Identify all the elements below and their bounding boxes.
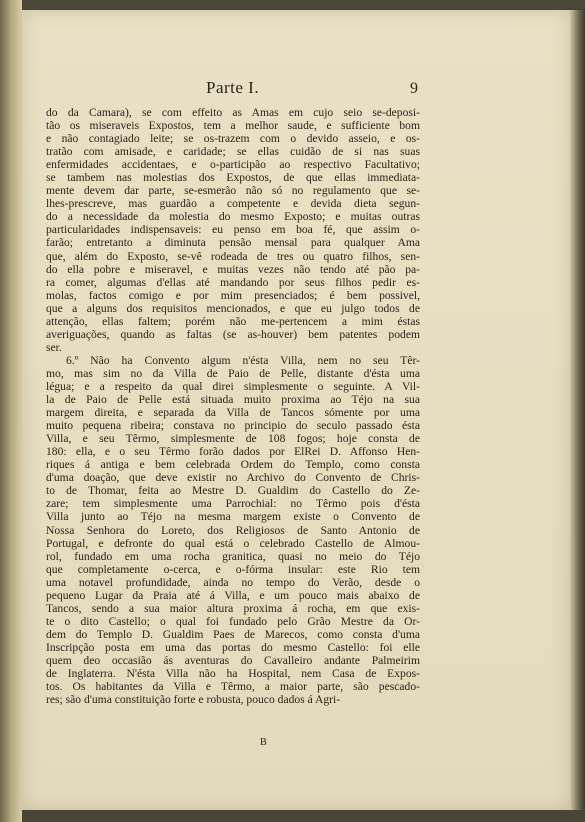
text-line: to de Thomar, feita ao Mestre D. Gualdim do Castello do Ze- (46, 484, 420, 498)
text-line: tos. Os habitantes da Villa e Têrmo, a maior parte, são pescado- (46, 680, 420, 694)
text-line: Villa junto ao Téjo na mesma margem existe o Convento de (46, 510, 420, 524)
text-line: rol, fundado em uma rocha granitica, quasi no meio do Téjo (46, 549, 420, 563)
text-line: Villa, e seu Têrmo, simplesmente de 108 fogos; hoje consta de (46, 432, 420, 446)
body-text (46, 106, 420, 706)
text-line: Nossa Senhora do Loreto, dos Religiosos de Santo Antonio de (46, 523, 420, 537)
text-line: muito pequena ribeira; constava no principio do seculo passado ésta (46, 419, 420, 433)
text-line: res; são d'uma constituição forte e robusta, pouco dados á Agri- (46, 693, 341, 707)
text-line: zare; tem simplesmente uma Parrochial: no Têrmo pois d'ésta (46, 497, 420, 511)
page-number: 9 (410, 80, 418, 97)
text-line: te o dito Castello; o qual foi fundado pelo Grão Mestre da Or- (46, 614, 420, 628)
text-line: ra comer, algumas d'ellas até mandando por seus filhos pedir es- (46, 275, 420, 289)
text-line: que, além do Exposto, se-vê rodeada de tres ou quatro filhos, sen- (46, 249, 420, 263)
text-line: averiguações, quando as faltas (se as-houver) bem patentes podem (46, 327, 420, 341)
text-line: do a necessidade da molestia do mesmo Exposto; e muitas outras (46, 210, 420, 224)
text-line: do ella pobre e miseravel, e muitas vezes não tendo até pão pa- (46, 262, 420, 276)
text-line: 6.º Não ha Convento algum n'ésta Villa, nem no seu Têr- (66, 353, 420, 367)
text-line: dem do Templo D. Gualdim Paes de Marecos, como consta d'uma (46, 627, 420, 641)
text-line: Portugal, e defronte do qual está o celebrado Castello de Almou- (46, 536, 420, 550)
text-line: lhes-prescreve, mas guardão a competente e devida dieta segun- (46, 197, 420, 211)
text-line: ser. (46, 340, 62, 354)
text-line: farão; entretanto a diminuta pensão mensal para qualquer Ama (46, 236, 420, 250)
text-line: mo, mas sim no da Villa de Paio de Pelle, distante d'ésta uma (46, 366, 420, 380)
text-line: de Inglaterra. N'ésta Villa não ha Hospital, nem Casa de Expos- (46, 667, 420, 681)
text-line: Inscripção posta em uma das portas do mesmo Castello: foi elle (46, 640, 420, 654)
text-line: la de Paio de Pelle está situada muito proxima ao Téjo na sua (46, 393, 420, 407)
text-line: enfermidades accidentaes, e o-participão ao respectivo Facultativo; (46, 158, 420, 172)
text-line: légua; e a respeito da qual direi simplesmente o seguinte. A Vil- (46, 379, 420, 393)
text-line: 180: ella, e o seu Têrmo forão dados por ElRei D. Affonso Hen- (46, 445, 420, 459)
running-head: Parte I. (206, 78, 260, 97)
text-line: d'uma doação, que deve existir no Archivo do Convento de Chris- (46, 471, 420, 485)
book-spine-shadow (0, 0, 22, 822)
text-line: tão os miseraveis Expostos, tem a melhor saude, e sufficiente bom (46, 119, 420, 133)
text-line: particularidades indispensaveis: eu penso em boa fé, que assim o- (46, 223, 420, 237)
text-line: e não contagiado leite; se os-trazem com o devido asseio, e os- (46, 132, 420, 146)
text-line: quem deo occasião ás aventuras do Cavalleiro andante Palmeirim (46, 653, 420, 667)
text-line: tratão com amisade, e caridade; se ellas cuidão de si nas suas (46, 145, 420, 159)
text-line: pequeno Lugar da Praia até á Villa, e um pouco mais abaixo de (46, 588, 420, 602)
signature-mark: B (260, 737, 267, 748)
book-page (22, 10, 570, 810)
text-line: molas, factos comigo e por mim presenciados; é bem possivel, (46, 288, 420, 302)
text-line: margem direita, e separada da Villa de Tancos sómente por uma (46, 406, 420, 420)
text-line: que a alguns dos requisitos mencionados, e que eu julgo todos de (46, 301, 420, 315)
page-header (22, 78, 570, 102)
page-edge-shadow (570, 10, 585, 810)
text-line: se tambem nas molestias dos Expostos, de que ellas immediata- (46, 171, 420, 185)
text-line: attenção, ellas faltem; porém não me-pertencem a mim éstas (46, 314, 420, 328)
text-line: do da Camara), se com effeito as Amas em cujo seio se-deposi- (46, 106, 420, 119)
text-line: mente devem dar parte, se-esmerão não só no regulamento que se- (46, 184, 420, 198)
text-line: uma notavel profundidade, ainda no tempo do Verão, desde o (46, 575, 420, 589)
text-line: que completamente o-cerca, e o-fórma insular: este Rio tem (46, 562, 420, 576)
text-line: riques á antiga e bem celebrada Ordem do Templo, como consta (46, 458, 420, 472)
text-line: Tancos, sendo a sua maior altura proxima á rocha, em que exis- (46, 601, 420, 615)
